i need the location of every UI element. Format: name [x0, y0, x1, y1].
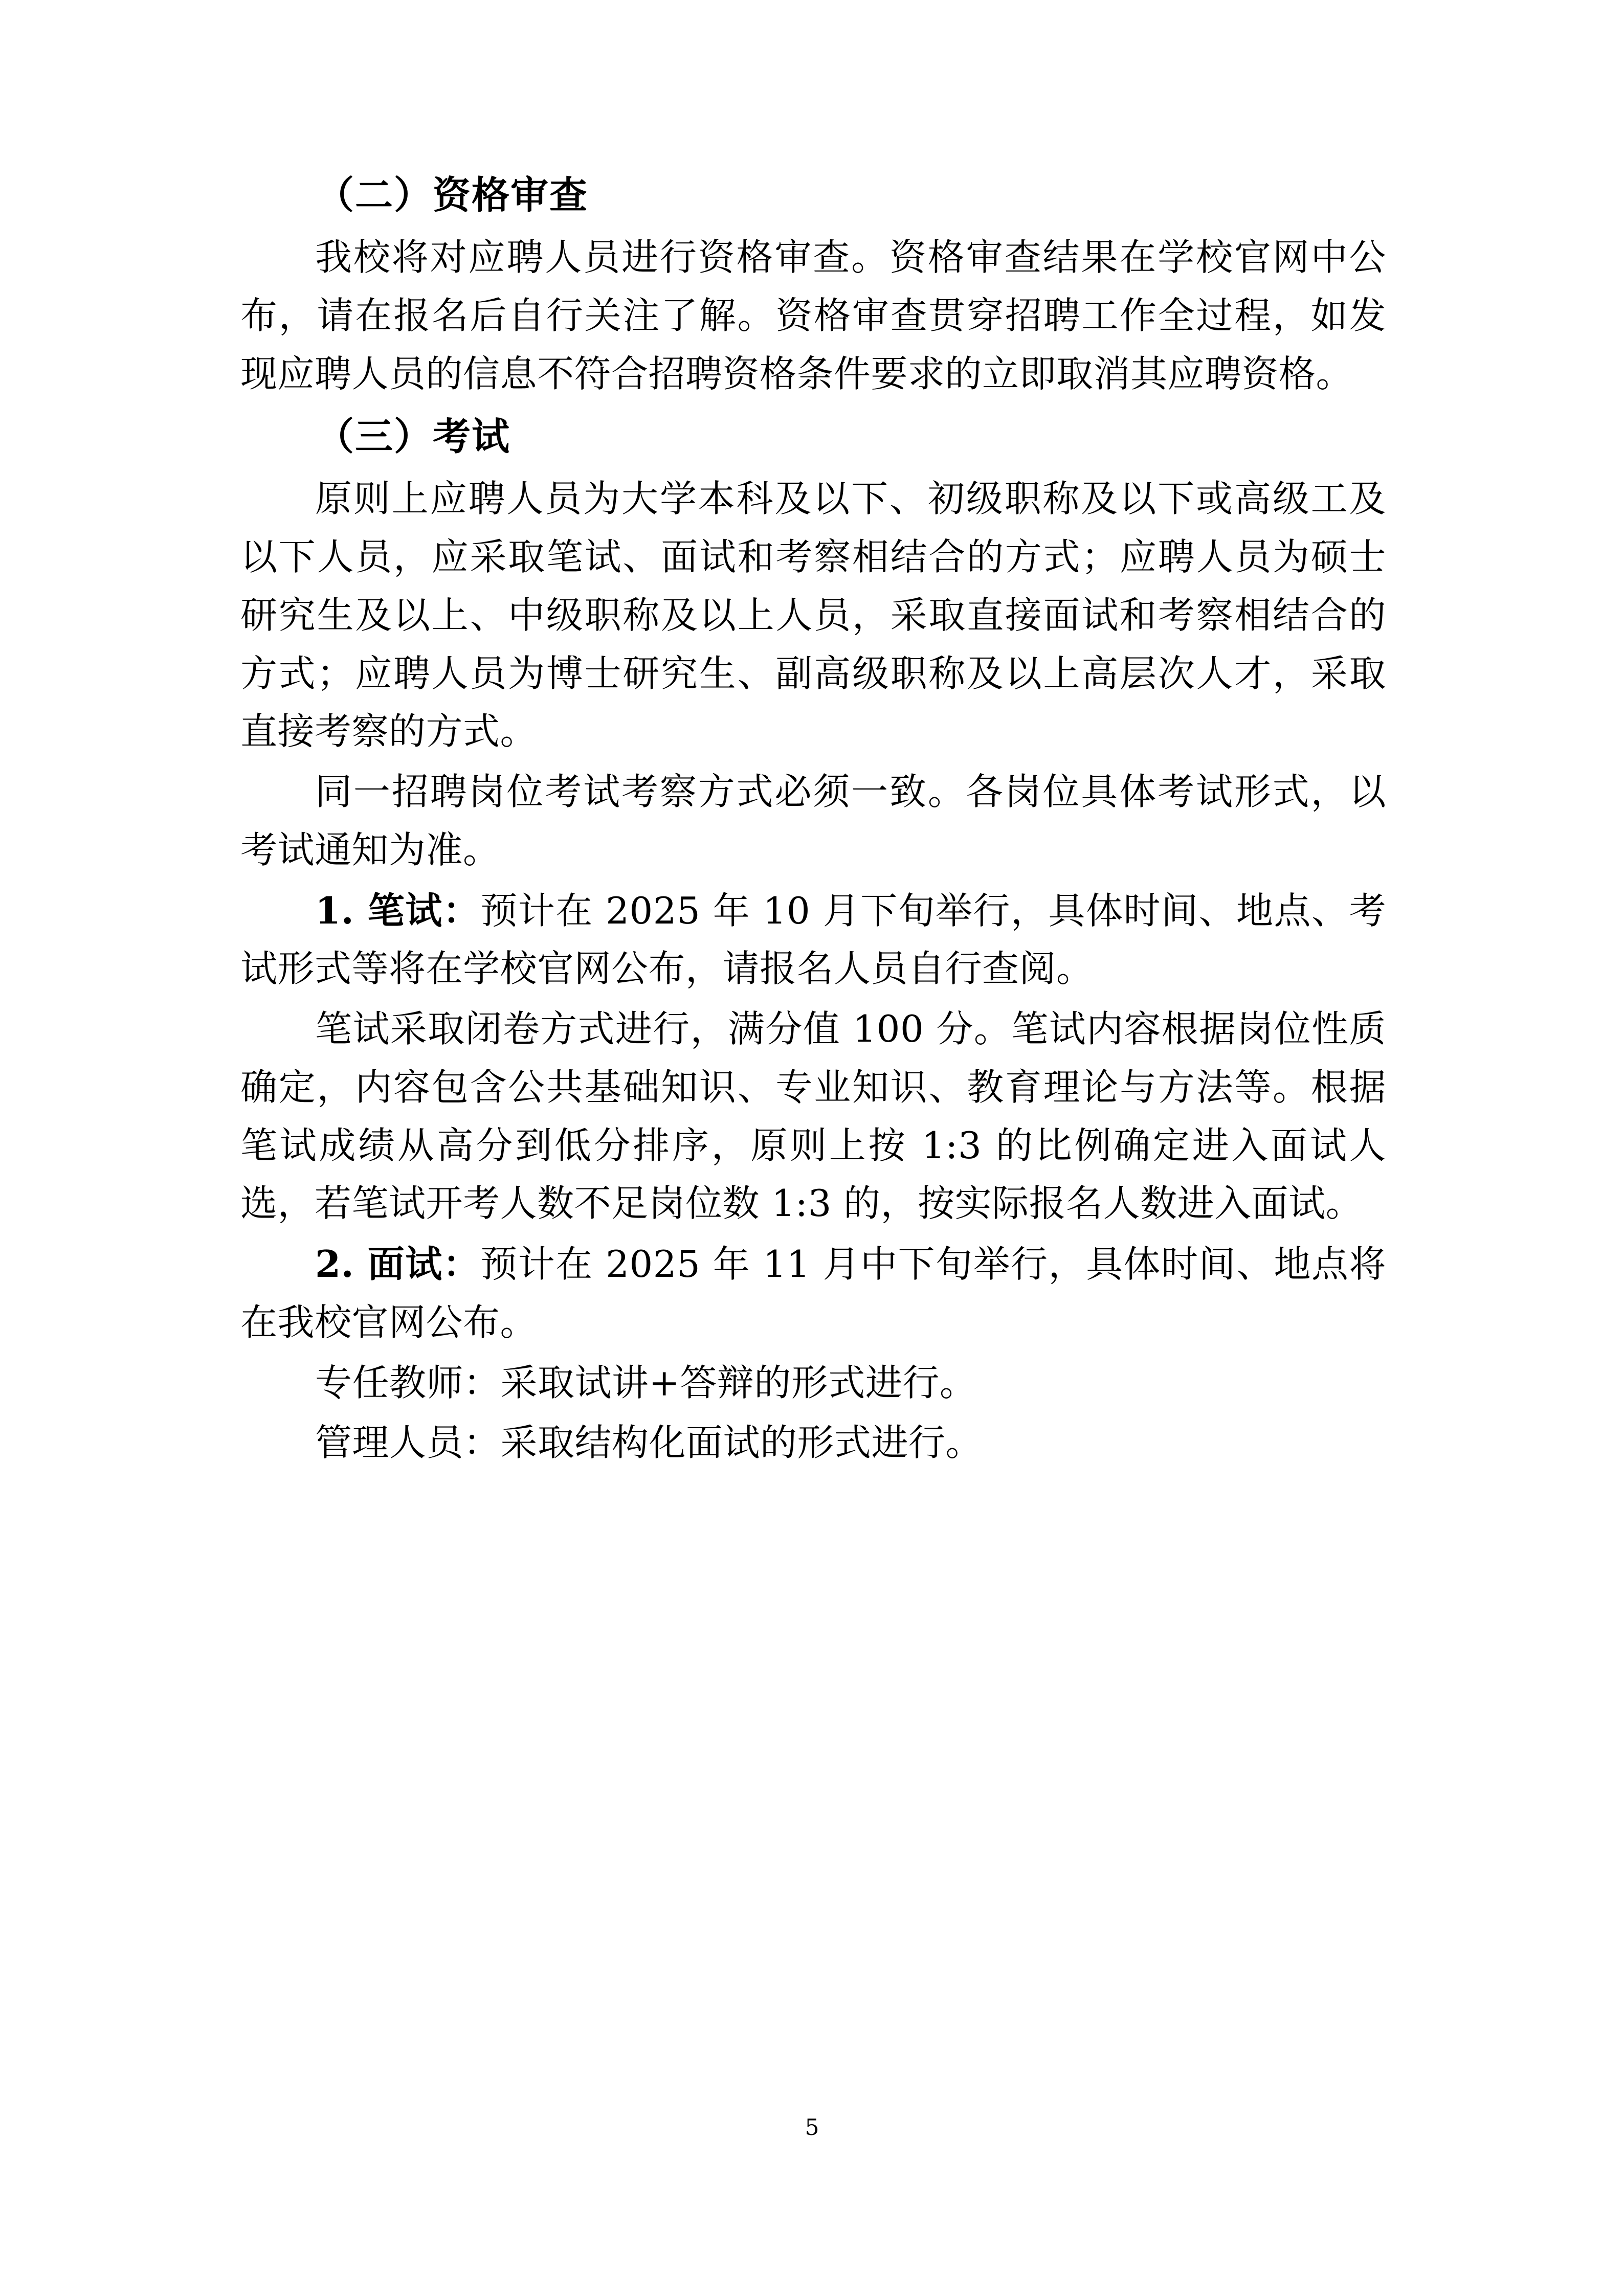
paragraph-interview-admin: 管理人员：采取结构化面试的形式进行。	[315, 1421, 983, 1465]
paragraph-spacer	[240, 405, 1386, 410]
page-number: 5	[805, 2114, 819, 2141]
paragraph-interview-teacher: 专任教师：采取试讲+答辩的形式进行。	[315, 1361, 977, 1404]
written-exam-label: 1. 笔试：	[315, 888, 481, 932]
section-heading-qualification-review: （二）资格审查	[316, 173, 588, 217]
document-body	[240, 169, 1386, 1474]
paragraph-qualification-review: 我校将对应聘人员进行资格审查。资格审查结果在学校官网中公布，请在报名后自行关注了解。资格审查贯穿招聘工作全过程，如发现应聘人员的信息不符合招聘资格条件要求的立即取消其应聘资格。	[240, 236, 1386, 395]
interview-text: 预计在 2025 年 11 月中下旬举行，具体时间、地点将在我校官网公布。	[240, 1243, 1386, 1344]
paragraph-written-exam-time	[240, 882, 1386, 999]
interview-label: 2. 面试：	[315, 1242, 481, 1286]
written-exam-text: 预计在 2025 年 10 月下旬举行，具体时间、地点、考试形式等将在学校官网公布，请报名人员自行查阅。	[240, 889, 1386, 991]
paragraph-exam-methods: 原则上应聘人员为大学本科及以下、初级职称及以下或高级工及以下人员，应采取笔试、面试和考察相结合的方式；应聘人员为硕士研究生及以上、中级职称及以上人员，采取直接面试和考察相结合的方式；应聘人员为博士研究生、副高级职称及以上高层次人才，采取直接考察的方式。	[240, 477, 1386, 753]
paragraph-exam-consistency: 同一招聘岗位考试考察方式必须一致。各岗位具体考试形式，以考试通知为准。	[240, 770, 1386, 871]
paragraph-interview-time	[240, 1235, 1386, 1352]
paragraph-written-exam-detail: 笔试采取闭卷方式进行，满分值 100 分。笔试内容根据岗位性质确定，内容包含公共基础知识、专业知识、教育理论与方法等。根据笔试成绩从高分到低分排序，原则上按 1:3 的比例确定进入面试人选，若笔试开考人数不足岗位数 1:3 的，按实际报名人数进入面试。	[240, 1007, 1386, 1225]
section-heading-examination: （三）考试	[316, 415, 510, 459]
